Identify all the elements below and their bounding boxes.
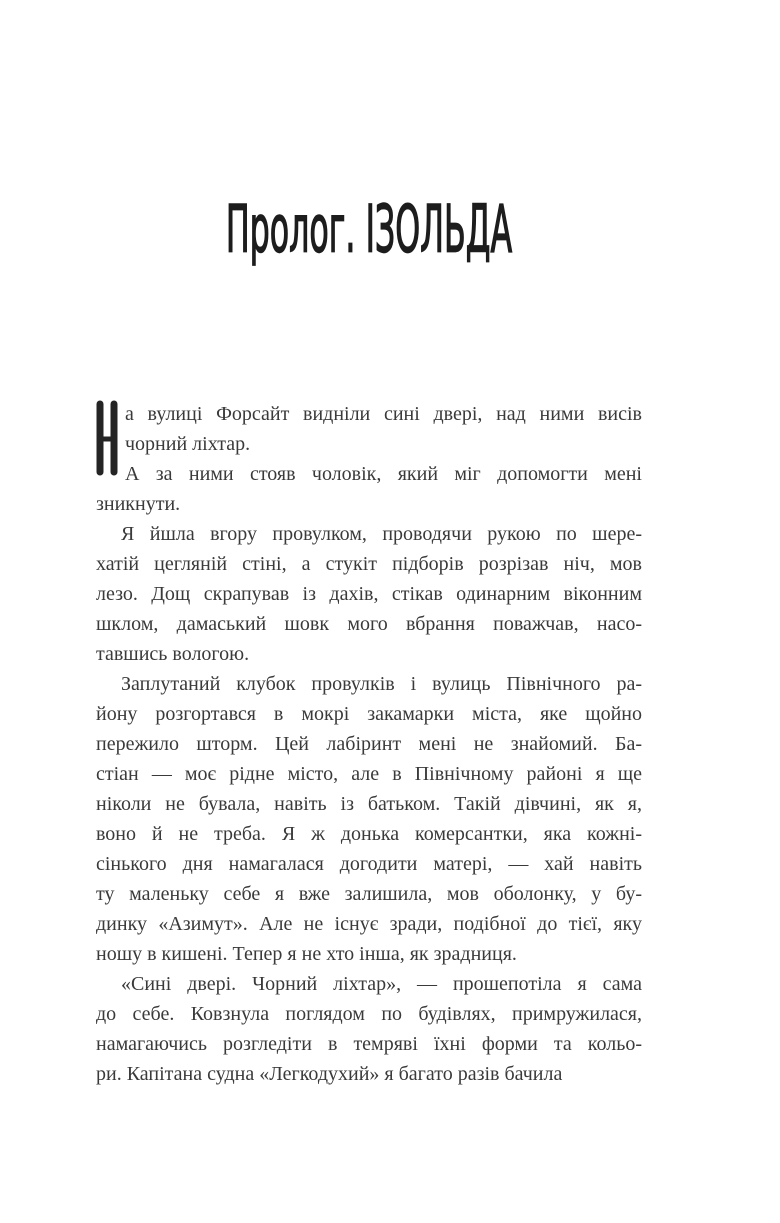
- chapter-body: [96, 399, 642, 1089]
- text-line: зникнути.: [96, 493, 181, 515]
- chapter-title: Пролог. ІЗОЛЬДА: [225, 192, 513, 268]
- text-line: воно й не треба. Я ж донька комерсантки, яка кожні-: [96, 823, 642, 845]
- text-line: до себе. Ковзнула поглядом по будівлях, примружилася,: [96, 1003, 642, 1025]
- text-line: пережило шторм. Цей лабіринт мені не знайомий. Ба-: [96, 733, 642, 755]
- text-line: тавшись вологою.: [96, 643, 250, 665]
- text-line: лезо. Дощ скрапував із дахів, стікав одинарним віконним: [96, 583, 642, 605]
- text-line: стіан — моє рідне місто, але в Північному районі я ще: [96, 763, 642, 785]
- drop-cap-letter: [96, 400, 118, 476]
- text-line: намагаючись розгледіти в темряві їхні форми та кольо-: [96, 1033, 642, 1055]
- text-line: сінького дня намагалася догодити матері, — хай навіть: [96, 853, 642, 875]
- paragraph: [96, 669, 642, 969]
- text-line: а вулиці Форсайт видніли сині двері, над ними висів: [125, 403, 642, 425]
- text-line: шклом, дамаський шовк мого вбрання поважчав, насо-: [96, 613, 642, 635]
- paragraph: [96, 399, 642, 459]
- paragraph: [96, 519, 642, 669]
- text-line: А за ними стояв чоловік, який міг допомогти мені: [125, 463, 642, 485]
- text-line: Я йшла вгору провулком, проводячи рукою по шере-: [121, 523, 642, 545]
- paragraph: [96, 969, 642, 1089]
- text-line: ніколи не бувала, навіть із батьком. Такій дівчині, як я,: [96, 793, 642, 815]
- text-line: ту маленьку себе я вже залишила, мов оболонку, у бу-: [96, 883, 642, 905]
- text-line: ношу в кишені. Тепер я не хто інша, як зрадниця.: [96, 943, 517, 965]
- text-line: динку «Азимут». Але не існує зради, подібної до тієї, яку: [96, 913, 642, 935]
- text-line: хатій цегляній стіні, а стукіт підборів розрізав ніч, мов: [96, 553, 642, 575]
- drop-cap-letter-glyph: [96, 400, 118, 476]
- text-line: чорний ліхтар.: [125, 433, 251, 455]
- text-line: «Сині двері. Чорний ліхтар», — прошепотіла я сама: [121, 973, 642, 995]
- paragraph: [96, 459, 642, 519]
- text-line: йону розгортався в мокрі закамарки міста, яке щойно: [96, 703, 642, 725]
- text-line: Заплутаний клубок провулків і вулиць Північного ра-: [121, 673, 642, 695]
- text-line: ри. Капітана судна «Легкодухий» я багато разів бачила: [96, 1063, 563, 1085]
